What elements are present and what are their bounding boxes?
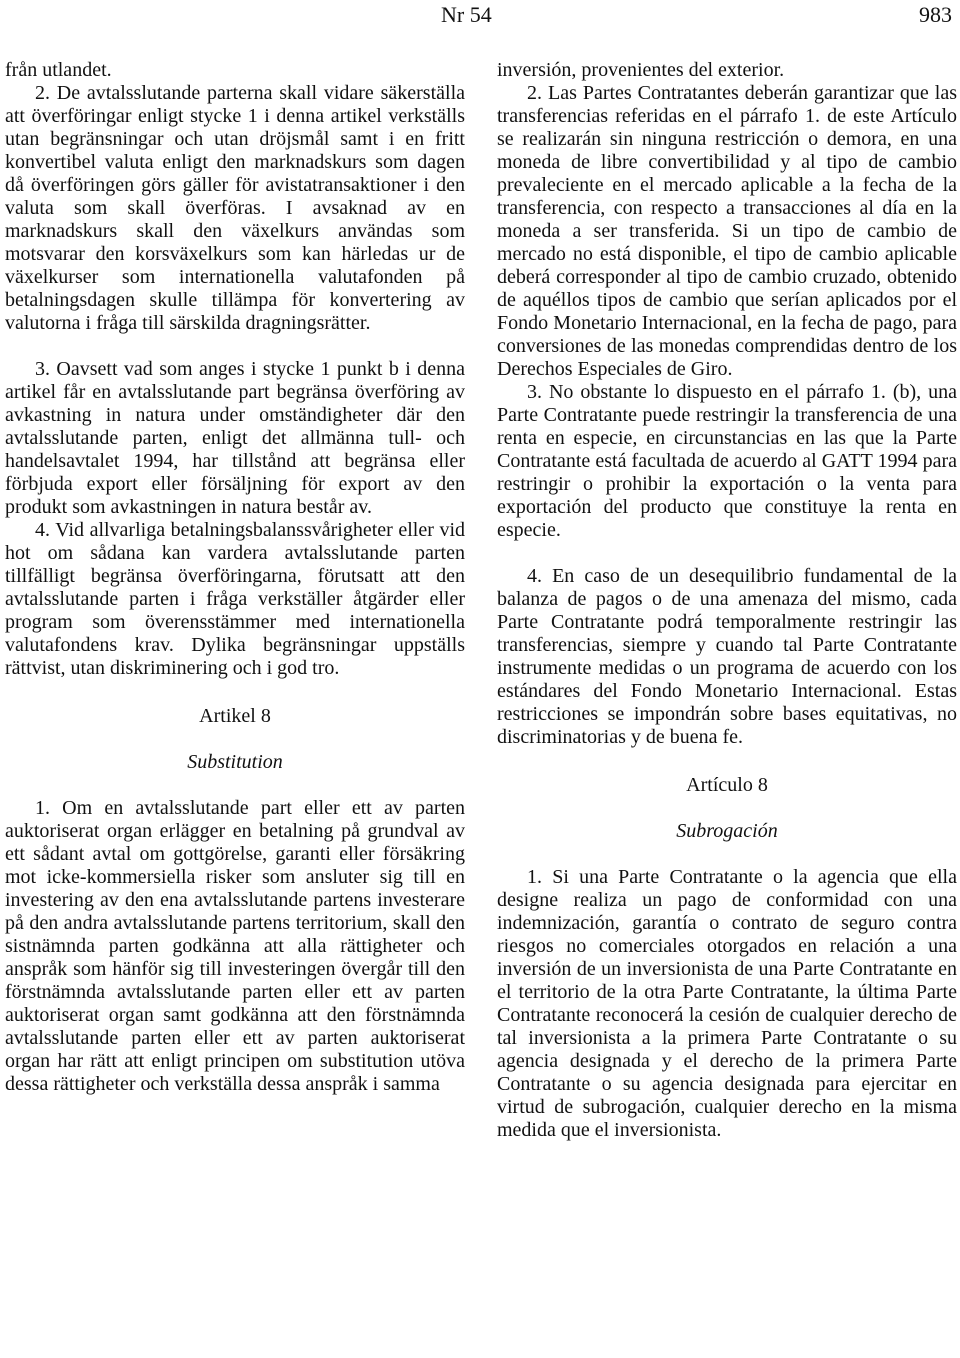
es-paragraph-5: 1. Si una Parte Contratante o la agencia que ella designe realiza un pago de conformidad con una indemnización, garantía o contrato de seguro contra riesgos no comerciales otorgados en relación a una inversión de un inversionista de una Parte Contratante en el territorio de la otra Parte Contratante, la última Parte Contratante reconocerá la cesión de cualquier derecho de tal inversionista a la primera Parte Contratante o su agencia designada y el derecho de la primera Parte Contratante o su agencia designada para ejercitar en virtud de subrogación, cualquier derecho en la misma medida que el inversionista.: [497, 866, 957, 1141]
page-header: [0, 2, 960, 28]
sv-paragraph-5: 1. Om en avtalsslutande part eller ett av parten auktoriserat organ erlägger en betalning på grundval av ett sådant avtal om gottgörelse, garanti eller försäkring mot icke-kommersiella risker som ansluter sig till en investering av den ena avtalsslutande partens investerare på den andra avtalsslutande partens territorium, skall den sistnämnda parten godkänna att alla rättigheter och anspråk som hänför sig till investeringen övergår till den förstnämnda avtalsslutande parten eller ett av parten auktoriserat organ samt godkänna att den förstnämnda avtalsslutande parten eller ett av parten auktoriserat organ har rätt att enligt principen om substitution utöva dessa rättigheter och verkställa dessa anspråk i samma: [5, 797, 465, 1095]
sv-paragraph-intro: från utlandet.: [5, 59, 112, 81]
sv-paragraph-4: 4. Vid allvarliga betalningsbalanssvårigheter eller vid hot om sådana kan vardera avtalsslutande parten tillfälligt begränsa överföringarna, förutsatt att den avtalsslutande parten i fråga verkställer åtgärder eller program som överensstämmer med internationella valutafondens krav. Dylika begränsningar uppställs rättvist, utan diskriminering och i god tro.: [5, 519, 465, 679]
swedish-column: [5, 59, 465, 1096]
sv-paragraph-3: 3. Oavsett vad som anges i stycke 1 punkt b i denna artikel får en avtalsslutande part begränsa överföring av avkastning in natura under omständigheter där den avtalsslutande parten, enligt det allmänna tull- och handelsavtalet 1994, har tillstånd att begränsa eller förbjuda export eller försäljning för export av den produkt som avkastningen in natura består av.: [5, 358, 465, 518]
sv-article-title: Artikel 8: [199, 705, 271, 727]
es-paragraph-intro: inversión, provenientes del exterior.: [497, 59, 785, 81]
es-paragraph-4: 4. En caso de un desequilibrio fundamental de la balanza de pagos o de una amenaza del mismo, cada Parte Contratante podrá temporalmente restringir las transferencias, siempre y cuando tal Parte Contratante instrumente medidas o un programa de acuerdo con los estándares del Fondo Monetario Internacional. Estas restricciones se impondrán sobre bases equitativas, no discriminatorias y de buena fe.: [497, 565, 957, 748]
sv-article-subtitle: Substitution: [187, 751, 283, 773]
es-paragraph-3: 3. No obstante lo dispuesto en el párrafo 1. (b), una Parte Contratante puede restringir la transferencia de una renta en especie, en circunstancias en las que la Parte Contratante está facultada de acuerdo al GATT 1994 para restringir o prohibir la exportación o la venta para exportación del producto que constituye la renta en especie.: [497, 381, 957, 541]
es-article-subtitle: Subrogación: [676, 820, 778, 842]
issue-number: Nr 54: [441, 2, 492, 27]
es-article-title: Artículo 8: [686, 774, 768, 796]
page-number: 983: [919, 2, 952, 27]
es-paragraph-2: 2. Las Partes Contratantes deberán garantizar que las transferencias referidas en el párrafo 1. de este Artículo se realizarán sin ninguna restricción o demora, en una moneda de libre convertibilidad y al tipo de cambio prevaleciente en el mercado aplicable a la fecha de la transferencia, con respecto a transacciones al día en la moneda a ser transferida. Si un tipo de cambio de mercado no está disponible, el tipo de cambio aplicable deberá corresponder al tipo de cambio cruzado, obtenido de aquéllos tipos de cambio que serían aplicados por el Fondo Monetario Internacional, en la fecha de pago, para conversiones de las monedas comprendidas dentro de los Derechos Especiales de Giro.: [497, 82, 957, 380]
sv-paragraph-2: 2. De avtalsslutande parterna skall vidare säkerställa att överföringar enligt stycke 1 i denna artikel verkställs utan begränsningar och utan dröjsmål samt i en fritt konvertibel valuta enligt den marknadskurs som dagen då överföringen görs gäller för avistatransaktioner i den valuta som skall överföras. I avsaknad av en marknadskurs skall den växelkurs användas som motsvarar den korsväxelkurs som kan härledas ur de växelkurser som internationella valutafonden på betalningsdagen skulle tillämpa för konvertering av valutorna i fråga till särskilda dragningsrätter.: [5, 82, 465, 334]
spanish-column: [497, 59, 957, 1142]
